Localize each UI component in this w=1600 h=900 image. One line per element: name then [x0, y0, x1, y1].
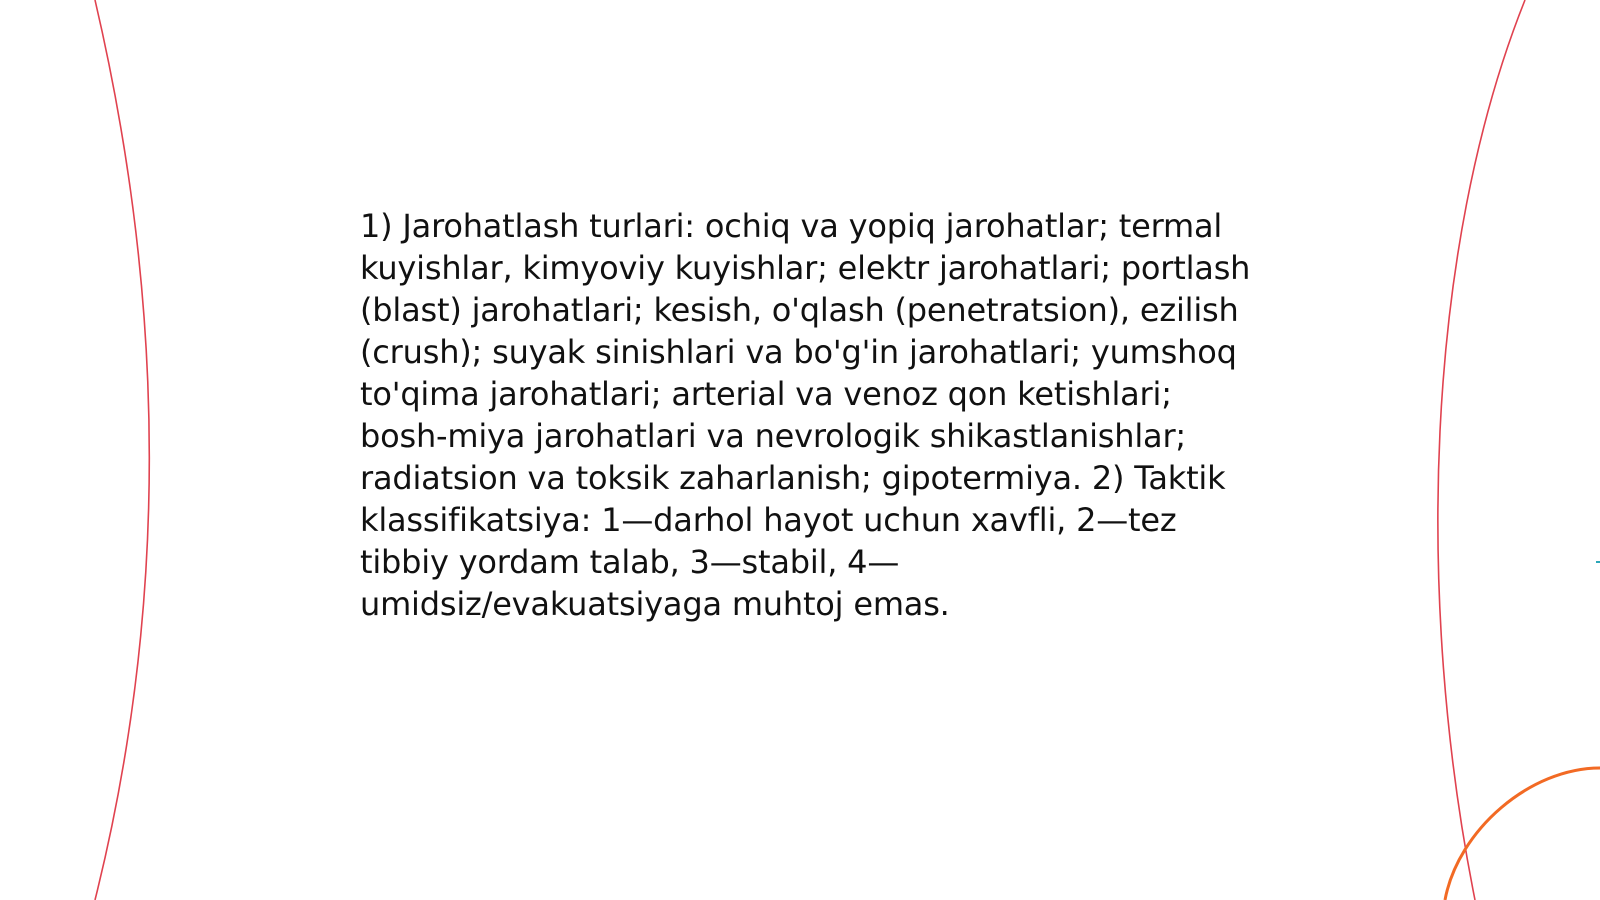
slide-body-text: 1) Jarohatlash turlari: ochiq va yopiq jarohatlar; termal kuyishlar, kimyoviy kuyishlar; elektr jarohatlari; portlash (blast) jarohatlari; kesish, o'qlash (penetratsion), ezilish (crush); suyak sinishlari va bo'g'in jarohatlari; yumshoq to'qima jarohatlari; arterial va venoz qon ketishlari; bosh-miya jarohatlari va nevrologik shikastlanishlar; radiatsion va toksik zaharlanish; gipotermiya. 2) Taktik klassifikatsiya: 1—darhol hayot uchun xavfli, 2—tez tibbiy yordam talab, 3—stabil, 4—umidsiz/evakuatsiyaga muhtoj emas. — [360, 207, 1251, 623]
orange-circle-arc — [1445, 768, 1600, 900]
left-arc — [95, 0, 149, 900]
right-arc — [1438, 0, 1525, 900]
